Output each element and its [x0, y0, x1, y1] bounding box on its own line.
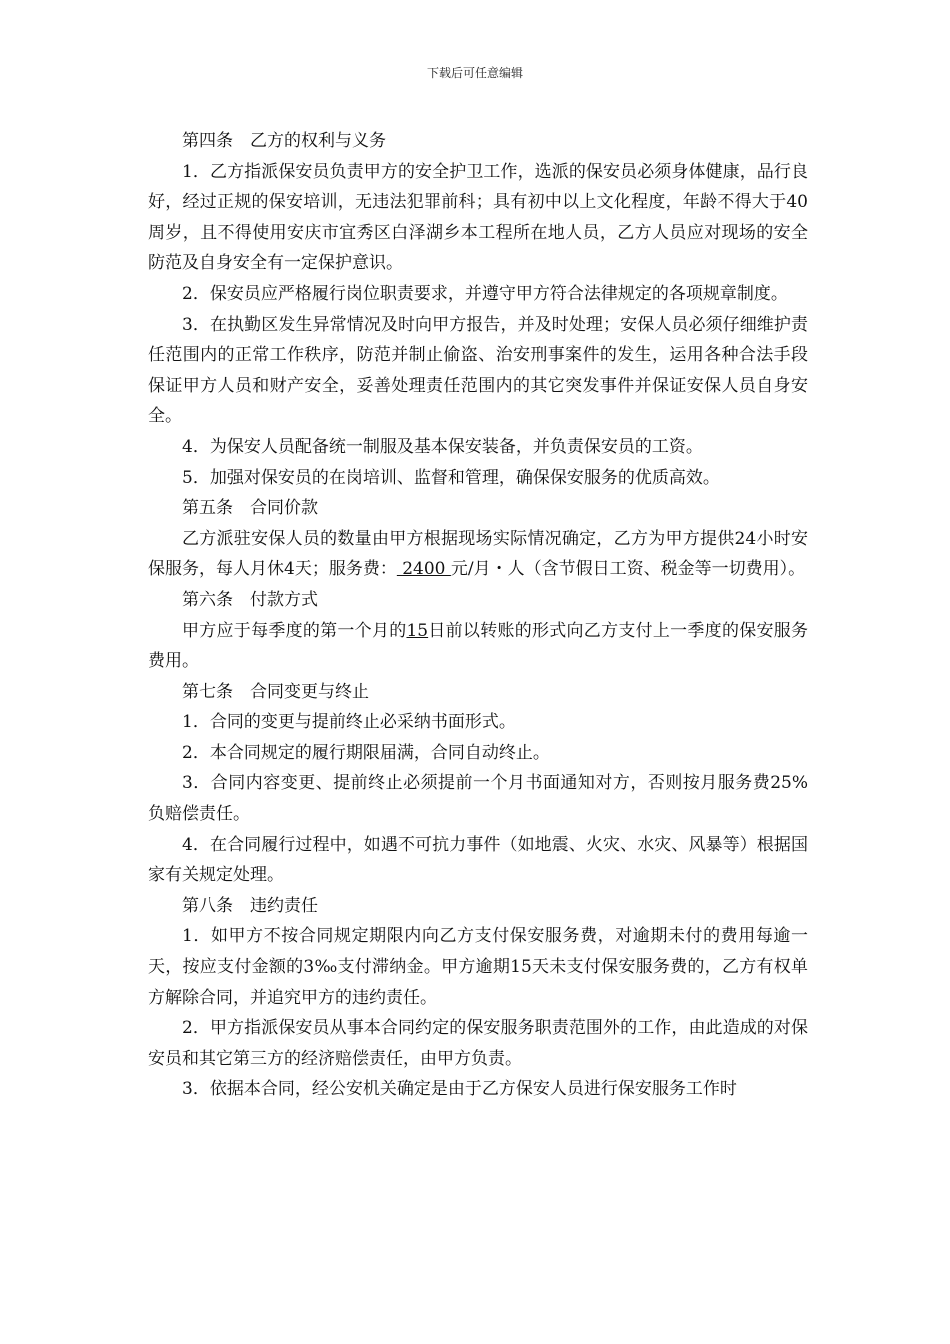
- article-7-clause-2: 2．本合同规定的履行期限届满，合同自动终止。: [182, 742, 550, 763]
- article-8-clause-1: 1．如甲方不按合同规定期限内向乙方支付保安服务费，对逾期未付的费用每逾一天，按应支付金额的3‰支付滞纳金。甲方逾期15天未支付保安服务费的，乙方有权单方解除合同，并追究甲方的违约责任。: [148, 926, 808, 1008]
- price-text-after: 元/月・人（含节假日工资、税金等一切费用）。: [450, 559, 806, 580]
- article-7-clause-3: 3．合同内容变更、提前终止必须提前一个月书面通知对方，否则按月服务费25%负赔偿责任。: [148, 773, 808, 825]
- payment-text-after: 日前以转账的形式向乙方支付上一季度的保安服务费用。: [148, 620, 809, 672]
- article-4-clause-2: 2．保安员应严格履行岗位职责要求，并遵守甲方符合法律规定的各项规章制度。: [182, 283, 788, 304]
- article-7-title: 第七条 合同变更与终止: [182, 681, 369, 702]
- article-6-payment-paragraph: [148, 616, 808, 677]
- article-4-clause-1: 1．乙方指派保安员负责甲方的安全护卫工作，选派的保安员必须身体健康，品行良好，经过正规的保安培训，无违法犯罪前科；具有初中以上文化程度，年龄不得大于40周岁，且不得使用安庆市宜秀区白泽湖乡本工程所在地人员，乙方人员应对现场的安全防范及自身安全有一定保护意识。: [148, 161, 808, 274]
- service-fee-amount: 2400: [396, 559, 451, 580]
- article-5-title: 第五条 合同价款: [182, 498, 318, 519]
- article-6-title: 第六条 付款方式: [182, 589, 318, 610]
- article-8-clause-2: 2．甲方指派保安员从事本合同约定的保安服务职责范围外的工作，由此造成的对保安员和其它第三方的经济赔偿责任，由甲方负责。: [148, 1018, 808, 1069]
- article-4-clause-4: 4．为保安人员配备统一制服及基本保安装备，并负责保安员的工资。: [182, 436, 703, 457]
- price-text-before: 乙方派驻安保人员的数量由甲方根据现场实际情况确定，乙方为甲方提供24小时安保服务，每人月休4天；服务费：: [148, 528, 808, 580]
- article-7-clause-1: 1．合同的变更与提前终止必采纳书面形式。: [182, 712, 516, 733]
- page-header: 下载后可任意编辑: [426, 66, 523, 80]
- payment-text-before: 甲方应于每季度的第一个月的: [182, 620, 407, 641]
- article-8-clause-3: 3．依据本合同，经公安机关确定是由于乙方保安人员进行保安服务工作时: [182, 1079, 737, 1100]
- article-4-clause-5: 5．加强对保安员的在岗培训、监督和管理，确保保安服务的优质高效。: [182, 467, 720, 488]
- article-4-clause-3: 3．在执勤区发生异常情况及时向甲方报告，并及时处理；安保人员必须仔细维护责任范围内的正常工作秩序，防范并制止偷盗、治安刑事案件的发生，运用各种合法手段保证甲方人员和财产安全，妥善处理责任范围内的其它突发事件并保证安保人员自身安全。: [148, 314, 808, 427]
- article-8-title: 第八条 违约责任: [182, 895, 318, 916]
- article-7-clause-4: 4．在合同履行过程中，如遇不可抗力事件（如地震、火灾、水灾、风暴等）根据国家有关规定处理。: [148, 834, 808, 886]
- article-4-title: 第四条 乙方的权利与义务: [182, 131, 386, 151]
- payment-day: 15: [406, 620, 429, 641]
- article-5-price-paragraph: [148, 524, 808, 585]
- contract-body: [148, 126, 808, 1105]
